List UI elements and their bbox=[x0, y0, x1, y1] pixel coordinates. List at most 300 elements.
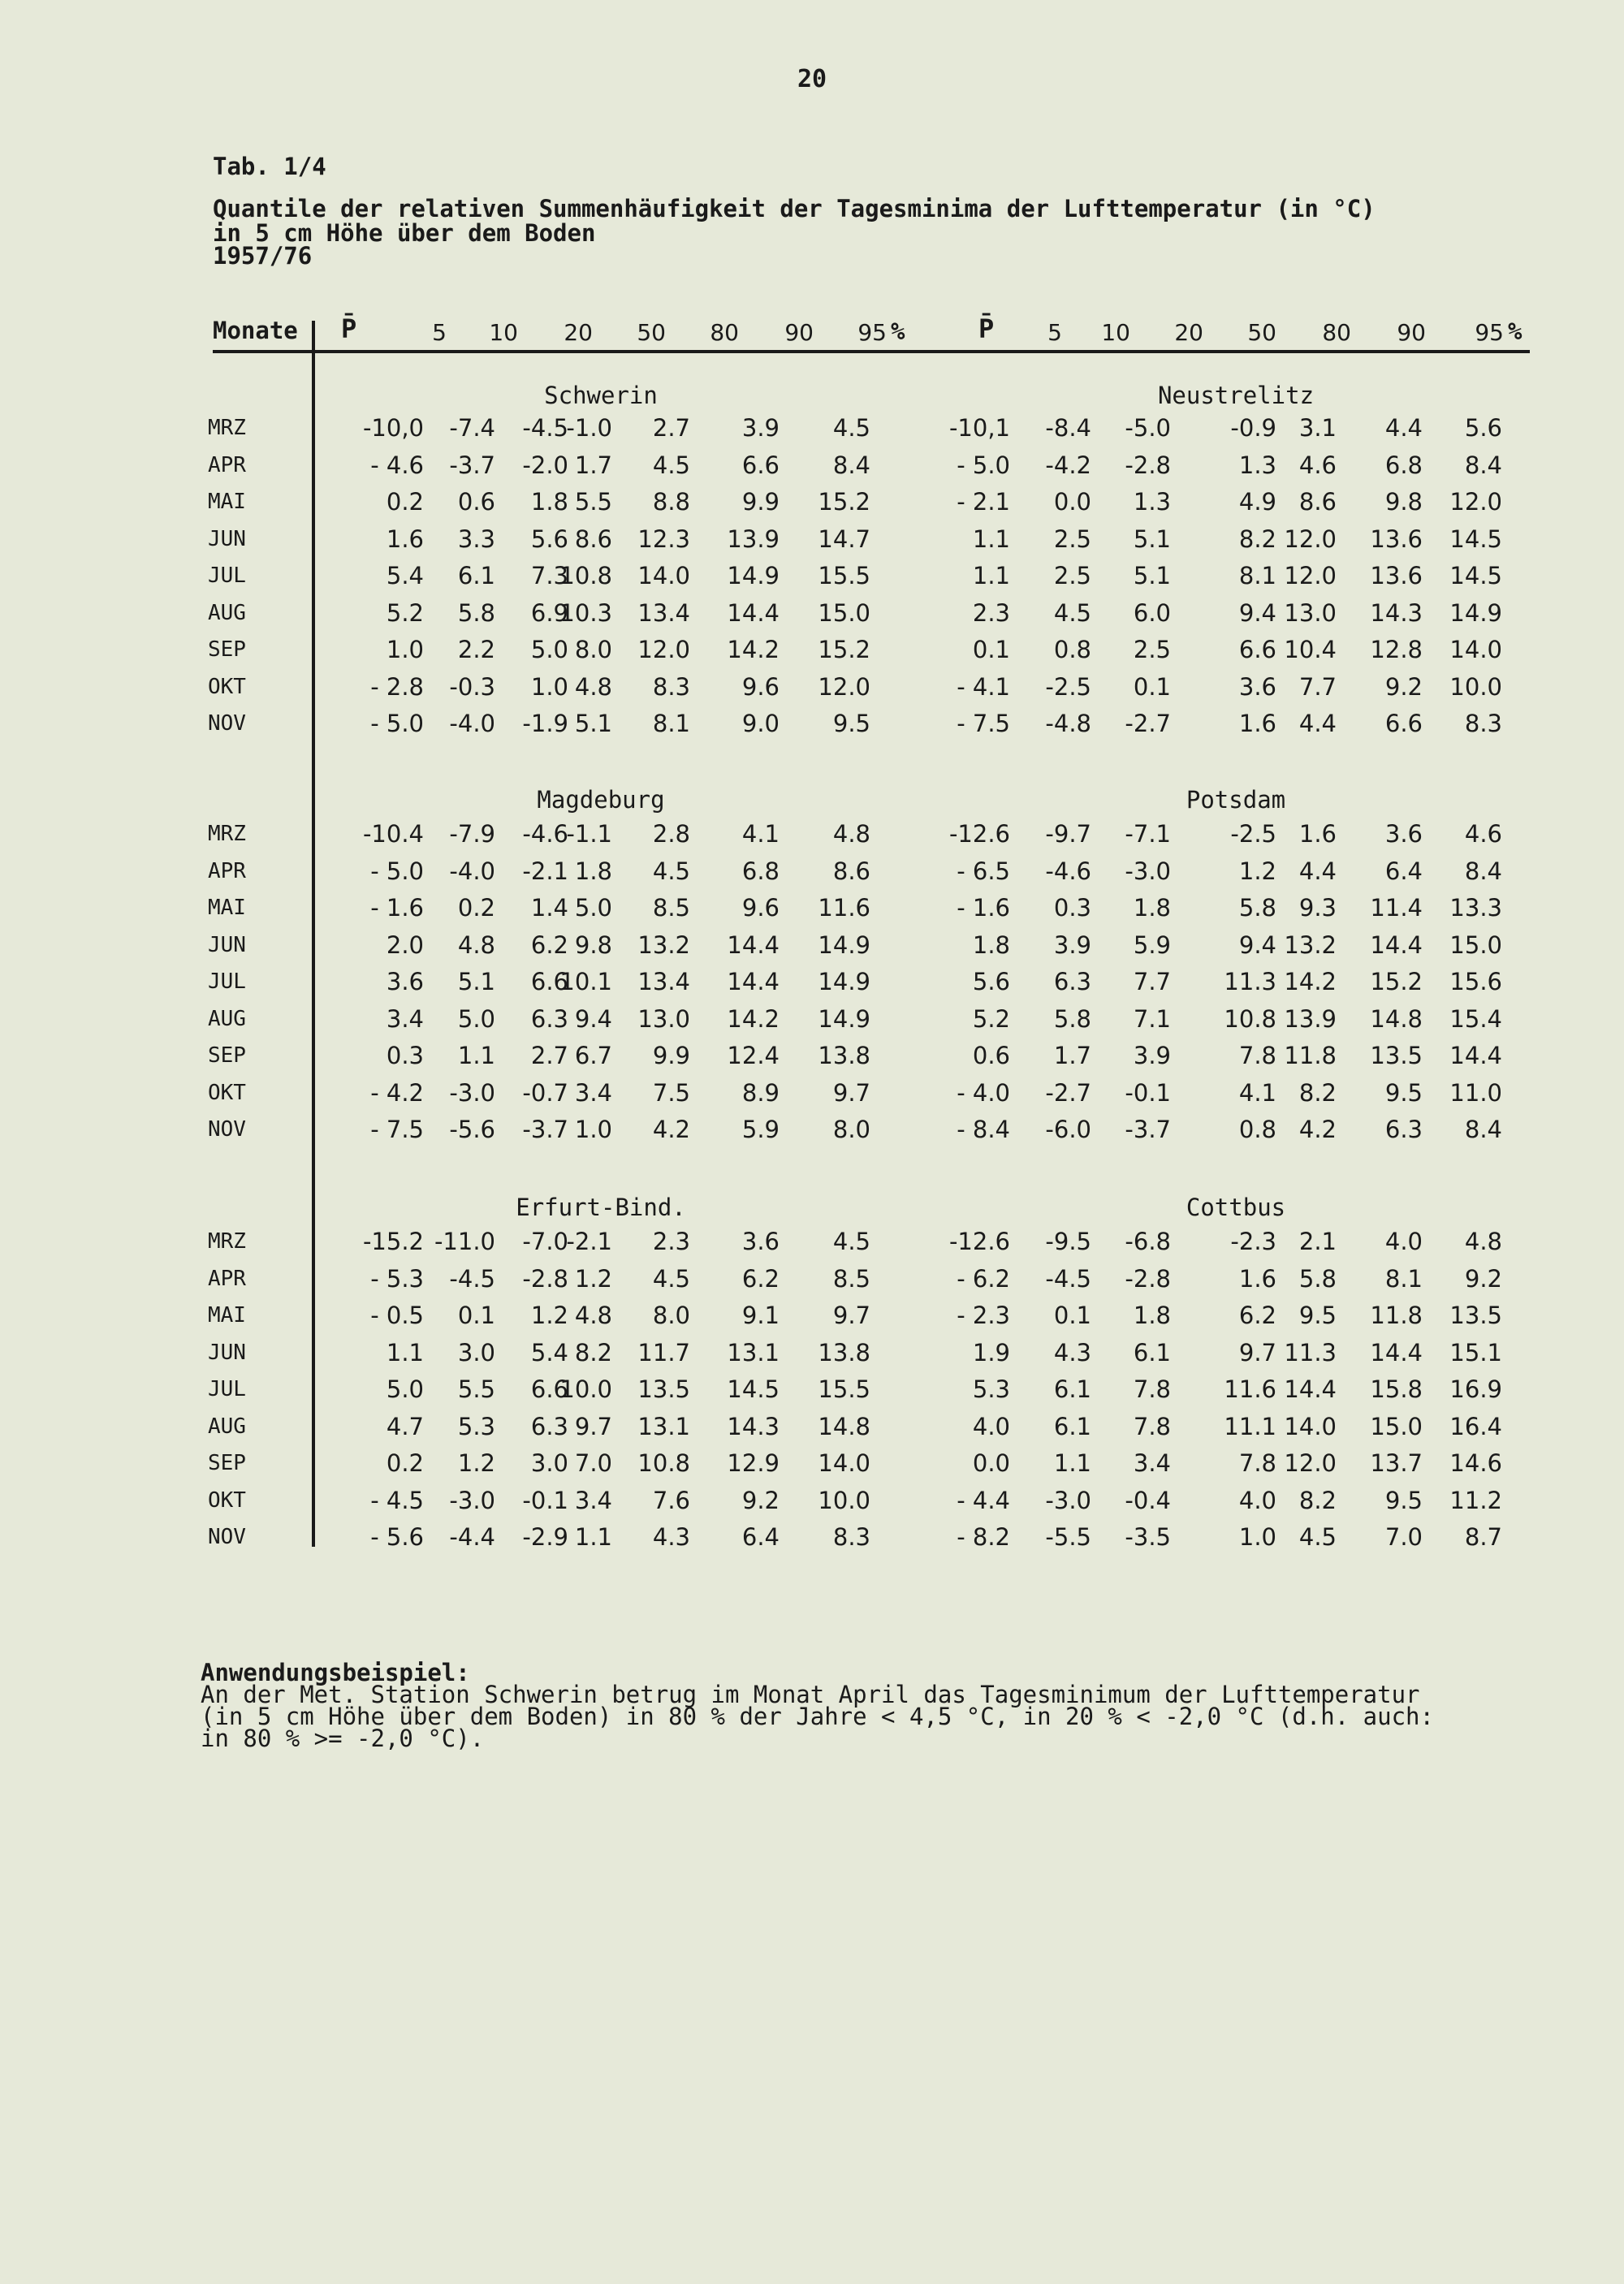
table-cell: 9.8 bbox=[574, 930, 612, 959]
table-cell: 15.4 bbox=[1449, 1004, 1502, 1033]
table-cell: - 6.5 bbox=[957, 857, 1010, 885]
table-cell: 1.6 bbox=[1238, 710, 1276, 737]
table-cell: -7.0 bbox=[522, 1228, 568, 1255]
table-cell: 8.2 bbox=[1298, 1078, 1337, 1107]
table-cell: 1.8 bbox=[972, 930, 1010, 959]
table-cell: -4.4 bbox=[449, 1523, 495, 1551]
table-cell: 11.3 bbox=[1224, 968, 1276, 995]
month-label-sep: SEP bbox=[208, 637, 246, 662]
table-cell: 9.8 bbox=[1384, 488, 1423, 516]
table-cell: 1.8 bbox=[1133, 894, 1171, 922]
table-cell: 14.4 bbox=[1370, 930, 1423, 959]
table-cell: 1.3 bbox=[1238, 451, 1276, 479]
table-cell: 4.0 bbox=[1238, 1486, 1276, 1514]
table-cell: - 4.5 bbox=[370, 1486, 424, 1514]
table-cell: 14.8 bbox=[818, 1412, 870, 1440]
table-cell: 4.5 bbox=[1053, 598, 1091, 627]
month-label-mrz: MRZ bbox=[208, 822, 246, 846]
table-cell: 1.1 bbox=[1053, 1449, 1091, 1477]
table-cell: 7.8 bbox=[1133, 1375, 1171, 1403]
table-cell: -4.0 bbox=[449, 710, 495, 737]
table-cell: 14.2 bbox=[1284, 968, 1337, 995]
table-cell: 13.5 bbox=[637, 1375, 690, 1403]
table-cell: 1.2 bbox=[1238, 857, 1276, 885]
table-cell: -4.2 bbox=[1045, 451, 1091, 479]
table-cell: 7.6 bbox=[652, 1486, 690, 1514]
table-cell: -2.5 bbox=[1230, 820, 1276, 848]
table-cell: 1.1 bbox=[386, 1338, 424, 1367]
table-cell: 4.3 bbox=[1053, 1338, 1091, 1367]
table-cell: 9.6 bbox=[741, 672, 780, 701]
table-cell: -11.0 bbox=[434, 1228, 495, 1255]
table-cell: 4.9 bbox=[1238, 488, 1276, 516]
table-cell: 11.2 bbox=[1449, 1486, 1502, 1514]
table-cell: 13.3 bbox=[1449, 894, 1502, 922]
month-label-mrz: MRZ bbox=[208, 1229, 246, 1254]
table-cell: 14.0 bbox=[1449, 636, 1502, 663]
table-cell: 3.6 bbox=[1238, 672, 1276, 701]
table-cell: 1.4 bbox=[530, 894, 568, 922]
table-cell: 3.1 bbox=[1298, 414, 1337, 442]
table-cell: 9.3 bbox=[1298, 894, 1337, 922]
table-cell: 5.0 bbox=[457, 1004, 495, 1033]
table-cell: 9.7 bbox=[574, 1412, 612, 1440]
table-cell: 15.5 bbox=[818, 562, 870, 589]
table-cell: 0.2 bbox=[457, 894, 495, 922]
table-cell: 6.2 bbox=[1238, 1302, 1276, 1329]
table-cell: 8.0 bbox=[832, 1116, 870, 1143]
table-cell: 9.7 bbox=[1238, 1338, 1276, 1367]
table-cell: 4.8 bbox=[832, 820, 870, 848]
table-cell: 4.8 bbox=[574, 672, 612, 701]
table-cell: 5.8 bbox=[1238, 894, 1276, 922]
table-cell: 14.7 bbox=[818, 525, 870, 553]
table-cell: -3.5 bbox=[1125, 1523, 1171, 1551]
table-cell: - 1.6 bbox=[370, 894, 424, 922]
table-cell: 5.0 bbox=[386, 1375, 424, 1403]
table-cell: 5.5 bbox=[457, 1375, 495, 1403]
table-cell: -2.3 bbox=[1230, 1228, 1276, 1255]
table-cell: 13.8 bbox=[818, 1338, 870, 1367]
table-cell: 9.5 bbox=[1384, 1486, 1423, 1514]
table-cell: 8.9 bbox=[741, 1078, 780, 1107]
header-p-symbol-right: P̄ bbox=[978, 313, 995, 344]
table-cell: 5.8 bbox=[1298, 1264, 1337, 1293]
table-cell: 7.1 bbox=[1133, 1004, 1171, 1033]
table-cell: 6.3 bbox=[530, 1412, 568, 1440]
table-cell: 8.4 bbox=[1464, 1116, 1502, 1143]
table-cell: -1.9 bbox=[522, 710, 568, 737]
table-cell: 15.1 bbox=[1449, 1338, 1502, 1367]
table-cell: -4.0 bbox=[449, 857, 495, 885]
table-cell: 1.3 bbox=[1133, 488, 1171, 516]
table-cell: - 6.2 bbox=[957, 1264, 1010, 1293]
table-cell: 14.9 bbox=[818, 1004, 870, 1033]
table-cell: - 1.6 bbox=[957, 894, 1010, 922]
month-label-mai: MAI bbox=[208, 490, 246, 514]
month-label-jun: JUN bbox=[208, 526, 246, 551]
table-cell: 0.2 bbox=[386, 488, 424, 516]
table-cell: 0.6 bbox=[972, 1042, 1010, 1069]
table-cell: - 2.3 bbox=[957, 1302, 1010, 1329]
table-cell: 6.1 bbox=[1053, 1375, 1091, 1403]
table-cell: -2.8 bbox=[1125, 1264, 1171, 1293]
table-cell: 4.8 bbox=[1464, 1228, 1502, 1255]
table-cell: -5.0 bbox=[1125, 414, 1171, 442]
table-cell: 4.5 bbox=[832, 1228, 870, 1255]
table-cell: 8.0 bbox=[574, 636, 612, 663]
table-cell: 2.5 bbox=[1053, 525, 1091, 553]
header-quantile-right-90: 90 bbox=[1397, 319, 1426, 346]
table-cell: 14.4 bbox=[1370, 1338, 1423, 1367]
table-cell: 4.2 bbox=[1298, 1116, 1337, 1143]
table-cell: -2.8 bbox=[522, 1264, 568, 1293]
table-cell: 8.4 bbox=[1464, 451, 1502, 479]
table-cell: 3.6 bbox=[1384, 820, 1423, 848]
table-cell: 5.1 bbox=[457, 968, 495, 995]
table-cell: -6.8 bbox=[1125, 1228, 1171, 1255]
table-cell: 4.1 bbox=[741, 820, 780, 848]
table-cell: -6.0 bbox=[1045, 1116, 1091, 1143]
table-cell: 4.5 bbox=[832, 414, 870, 442]
table-cell: 12.0 bbox=[818, 672, 870, 701]
table-cell: - 7.5 bbox=[957, 710, 1010, 737]
table-cell: 1.2 bbox=[574, 1264, 612, 1293]
table-cell: 9.2 bbox=[1464, 1264, 1502, 1293]
table-cell: - 8.4 bbox=[957, 1116, 1010, 1143]
table-cell: 0.0 bbox=[1053, 488, 1091, 516]
table-cell: 9.4 bbox=[574, 1004, 612, 1033]
header-quantile-left-5: 5 bbox=[432, 319, 447, 346]
table-cell: 14.5 bbox=[1449, 562, 1502, 589]
table-cell: 9.1 bbox=[741, 1302, 780, 1329]
table-cell: -3.0 bbox=[1125, 857, 1171, 885]
table-cell: 4.1 bbox=[1238, 1078, 1276, 1107]
page-number: 20 bbox=[797, 65, 827, 93]
table-cell: 4.8 bbox=[457, 930, 495, 959]
header-quantile-right-20: 20 bbox=[1174, 319, 1203, 346]
table-cell: -10,0 bbox=[362, 414, 424, 442]
table-cell: 5.0 bbox=[574, 894, 612, 922]
table-cell: 9.6 bbox=[741, 894, 780, 922]
table-cell: 14.9 bbox=[727, 562, 780, 589]
table-cell: 7.0 bbox=[1384, 1523, 1423, 1551]
table-cell: 11.0 bbox=[1449, 1078, 1502, 1107]
table-cell: 14.0 bbox=[637, 562, 690, 589]
table-cell: 9.9 bbox=[652, 1042, 690, 1069]
table-cell: 5.3 bbox=[972, 1375, 1010, 1403]
month-label-apr: APR bbox=[208, 1266, 246, 1291]
table-cell: 7.8 bbox=[1133, 1412, 1171, 1440]
table-cell: 4.2 bbox=[652, 1116, 690, 1143]
table-cell: 12.0 bbox=[1284, 525, 1337, 553]
table-cell: 1.7 bbox=[574, 451, 612, 479]
table-cell: 8.3 bbox=[1464, 710, 1502, 737]
table-cell: -0.7 bbox=[522, 1078, 568, 1107]
table-cell: 9.4 bbox=[1238, 930, 1276, 959]
table-cell: 9.4 bbox=[1238, 598, 1276, 627]
station-name-cottbus: Cottbus bbox=[1186, 1194, 1286, 1221]
table-cell: 2.0 bbox=[386, 930, 424, 959]
table-cell: 4.4 bbox=[1298, 857, 1337, 885]
table-cell: 8.1 bbox=[1238, 562, 1276, 589]
table-cell: 10.4 bbox=[1284, 636, 1337, 663]
table-cell: 5.4 bbox=[386, 562, 424, 589]
table-cell: 7.0 bbox=[574, 1449, 612, 1477]
example-line-1: An der Met. Station Schwerin betrug im Monat April das Tagesminimum der Lufttemperatur bbox=[201, 1681, 1420, 1708]
table-cell: 10.3 bbox=[559, 598, 612, 627]
table-cell: 4.5 bbox=[652, 1264, 690, 1293]
month-label-aug: AUG bbox=[208, 1006, 246, 1031]
table-cell: 14.5 bbox=[1449, 525, 1502, 553]
header-quantile-left-20: 20 bbox=[564, 319, 593, 346]
table-cell: 3.4 bbox=[574, 1486, 612, 1514]
table-cell: 13.0 bbox=[1284, 598, 1337, 627]
table-cell: -4.5 bbox=[449, 1264, 495, 1293]
table-cell: -12.6 bbox=[948, 820, 1010, 848]
table-cell: -4.6 bbox=[1045, 857, 1091, 885]
table-cell: 9.5 bbox=[1298, 1302, 1337, 1329]
table-cell: 12.0 bbox=[1449, 488, 1502, 516]
table-cell: 12.0 bbox=[1284, 1449, 1337, 1477]
table-cell: -0.4 bbox=[1125, 1486, 1171, 1514]
table-cell: 6.4 bbox=[1384, 857, 1423, 885]
table-cell: 0.6 bbox=[457, 488, 495, 516]
table-cell: 6.7 bbox=[574, 1042, 612, 1069]
header-quantile-right-50: 50 bbox=[1247, 319, 1276, 346]
table-cell: 0.1 bbox=[1053, 1302, 1091, 1329]
table-cell: 10.0 bbox=[1449, 672, 1502, 701]
table-cell: 11.6 bbox=[818, 894, 870, 922]
table-cell: 8.4 bbox=[1464, 857, 1502, 885]
table-cell: 9.9 bbox=[741, 488, 780, 516]
table-cell: -2.7 bbox=[1045, 1078, 1091, 1107]
table-cell: -4.6 bbox=[522, 820, 568, 848]
table-cell: -2.5 bbox=[1045, 672, 1091, 701]
table-cell: 1.1 bbox=[457, 1042, 495, 1069]
station-name-potsdam: Potsdam bbox=[1186, 786, 1286, 814]
table-cell: 8.3 bbox=[832, 1523, 870, 1551]
table-cell: 13.5 bbox=[1370, 1042, 1423, 1069]
table-cell: 5.1 bbox=[1133, 525, 1171, 553]
table-cell: 4.0 bbox=[972, 1412, 1010, 1440]
table-cell: 7.3 bbox=[530, 562, 568, 589]
table-cell: 8.0 bbox=[652, 1302, 690, 1329]
table-cell: 7.8 bbox=[1238, 1042, 1276, 1069]
table-cell: -2.9 bbox=[522, 1523, 568, 1551]
table-cell: 0.0 bbox=[972, 1449, 1010, 1477]
table-cell: 1.0 bbox=[530, 672, 568, 701]
table-cell: -1.0 bbox=[566, 414, 612, 442]
table-cell: 1.6 bbox=[386, 525, 424, 553]
table-cell: 8.1 bbox=[652, 710, 690, 737]
month-label-mrz: MRZ bbox=[208, 416, 246, 440]
month-label-jun: JUN bbox=[208, 1340, 246, 1365]
table-cell: 14.3 bbox=[1370, 598, 1423, 627]
table-cell: 1.8 bbox=[574, 857, 612, 885]
table-cell: 8.7 bbox=[1464, 1523, 1502, 1551]
table-cell: -2.1 bbox=[522, 857, 568, 885]
table-cell: 13.9 bbox=[727, 525, 780, 553]
table-cell: -9.7 bbox=[1045, 820, 1091, 848]
header-quantile-right-10: 10 bbox=[1101, 319, 1130, 346]
header-rule bbox=[213, 350, 1530, 353]
table-cell: 4.8 bbox=[574, 1302, 612, 1329]
table-cell: 5.8 bbox=[457, 598, 495, 627]
table-title-line-3: 1957/76 bbox=[213, 242, 313, 270]
month-label-jul: JUL bbox=[208, 563, 246, 588]
table-cell: - 4.1 bbox=[957, 672, 1010, 701]
header-quantile-left-90: 90 bbox=[784, 319, 814, 346]
month-label-aug: AUG bbox=[208, 1414, 246, 1439]
month-label-jul: JUL bbox=[208, 969, 246, 994]
table-cell: -0.3 bbox=[449, 672, 495, 701]
table-cell: 4.5 bbox=[1298, 1523, 1337, 1551]
table-cell: 11.1 bbox=[1224, 1412, 1276, 1440]
header-quantile-right-95: 95 bbox=[1475, 319, 1504, 346]
table-cell: 5.1 bbox=[1133, 562, 1171, 589]
table-cell: 8.2 bbox=[1238, 525, 1276, 553]
table-cell: 6.3 bbox=[1053, 968, 1091, 995]
month-label-nov: NOV bbox=[208, 711, 246, 736]
table-title-line-2: in 5 cm Höhe über dem Boden bbox=[213, 219, 596, 247]
table-cell: -7.9 bbox=[449, 820, 495, 848]
table-cell: -10,1 bbox=[948, 414, 1010, 442]
table-cell: -3.7 bbox=[522, 1116, 568, 1143]
table-cell: 0.1 bbox=[972, 636, 1010, 663]
table-cell: 15.0 bbox=[1449, 930, 1502, 959]
table-cell: 2.3 bbox=[652, 1228, 690, 1255]
table-cell: 4.3 bbox=[652, 1523, 690, 1551]
table-cell: -0.9 bbox=[1230, 414, 1276, 442]
table-cell: 11.7 bbox=[637, 1338, 690, 1367]
table-cell: 6.8 bbox=[741, 857, 780, 885]
table-cell: - 4.0 bbox=[957, 1078, 1010, 1107]
table-cell: -0.1 bbox=[522, 1486, 568, 1514]
table-cell: 3.3 bbox=[457, 525, 495, 553]
table-cell: 11.4 bbox=[1370, 894, 1423, 922]
header-percent-left: % bbox=[891, 317, 905, 345]
application-example bbox=[201, 1659, 1434, 1752]
table-cell: 12.8 bbox=[1370, 636, 1423, 663]
table-cell: 12.3 bbox=[637, 525, 690, 553]
table-cell: 14.3 bbox=[727, 1412, 780, 1440]
table-cell: 5.9 bbox=[1133, 930, 1171, 959]
table-cell: 10.8 bbox=[1224, 1004, 1276, 1033]
table-cell: 14.4 bbox=[1284, 1375, 1337, 1403]
table-cell: 7.5 bbox=[652, 1078, 690, 1107]
table-cell: -4.5 bbox=[522, 414, 568, 442]
example-line-3: in 80 % >= -2,0 °C). bbox=[201, 1725, 485, 1752]
table-cell: -1.1 bbox=[566, 820, 612, 848]
table-cell: 9.0 bbox=[741, 710, 780, 737]
table-cell: 1.6 bbox=[1298, 820, 1337, 848]
table-cell: 6.8 bbox=[1384, 451, 1423, 479]
table-cell: 8.5 bbox=[832, 1264, 870, 1293]
table-cell: 14.9 bbox=[818, 968, 870, 995]
table-cell: 6.6 bbox=[741, 451, 780, 479]
table-cell: 16.9 bbox=[1449, 1375, 1502, 1403]
table-cell: 1.7 bbox=[1053, 1042, 1091, 1069]
table-cell: 13.9 bbox=[1284, 1004, 1337, 1033]
header-percent-right: % bbox=[1508, 317, 1522, 345]
table-cell: 2.7 bbox=[652, 414, 690, 442]
table-cell: - 4.6 bbox=[370, 451, 424, 479]
vertical-rule bbox=[312, 321, 315, 1547]
header-p-symbol-left: P̄ bbox=[341, 313, 357, 344]
table-cell: 0.8 bbox=[1053, 636, 1091, 663]
table-cell: 3.6 bbox=[741, 1228, 780, 1255]
table-cell: 15.2 bbox=[818, 636, 870, 663]
table-cell: 1.1 bbox=[972, 525, 1010, 553]
table-cell: 5.5 bbox=[574, 488, 612, 516]
table-cell: -5.5 bbox=[1045, 1523, 1091, 1551]
table-cell: - 4.2 bbox=[370, 1078, 424, 1107]
table-cell: 14.2 bbox=[727, 636, 780, 663]
month-label-okt: OKT bbox=[208, 674, 246, 699]
month-label-okt: OKT bbox=[208, 1080, 246, 1105]
table-cell: 1.1 bbox=[972, 562, 1010, 589]
table-cell: 8.3 bbox=[652, 672, 690, 701]
table-cell: 0.1 bbox=[457, 1302, 495, 1329]
table-cell: 5.2 bbox=[386, 598, 424, 627]
table-cell: - 0.5 bbox=[370, 1302, 424, 1329]
table-cell: -10.4 bbox=[362, 820, 424, 848]
station-name-magdeburg: Magdeburg bbox=[537, 786, 665, 814]
table-cell: 13.5 bbox=[1449, 1302, 1502, 1329]
table-label: Tab. 1/4 bbox=[213, 153, 326, 180]
month-label-jun: JUN bbox=[208, 932, 246, 957]
table-cell: 13.8 bbox=[818, 1042, 870, 1069]
table-cell: 5.1 bbox=[574, 710, 612, 737]
table-cell: 7.7 bbox=[1133, 968, 1171, 995]
table-cell: - 5.0 bbox=[957, 451, 1010, 479]
table-cell: 9.2 bbox=[741, 1486, 780, 1514]
table-cell: 3.9 bbox=[1053, 930, 1091, 959]
table-title-line-1 bbox=[213, 196, 1376, 221]
table-cell: - 5.3 bbox=[370, 1264, 424, 1293]
header-quantile-left-80: 80 bbox=[710, 319, 739, 346]
table-cell: 5.9 bbox=[741, 1116, 780, 1143]
month-label-mai: MAI bbox=[208, 1303, 246, 1328]
table-cell: 11.3 bbox=[1284, 1338, 1337, 1367]
table-cell: 14.6 bbox=[1449, 1449, 1502, 1477]
table-cell: 5.0 bbox=[530, 636, 568, 663]
table-cell: 11.8 bbox=[1284, 1042, 1337, 1069]
month-label-nov: NOV bbox=[208, 1117, 246, 1142]
table-cell: 10.1 bbox=[559, 968, 612, 995]
table-cell: -3.0 bbox=[449, 1078, 495, 1107]
table-cell: 4.5 bbox=[652, 857, 690, 885]
month-label-okt: OKT bbox=[208, 1487, 246, 1513]
table-cell: - 5.6 bbox=[370, 1523, 424, 1551]
table-cell: 15.2 bbox=[1370, 968, 1423, 995]
header-quantile-left-50: 50 bbox=[637, 319, 666, 346]
table-cell: 4.5 bbox=[652, 451, 690, 479]
table-cell: 2.8 bbox=[652, 820, 690, 848]
table-cell: 15.6 bbox=[1449, 968, 1502, 995]
table-cell: 6.2 bbox=[741, 1264, 780, 1293]
table-cell: 5.6 bbox=[530, 525, 568, 553]
table-cell: 0.2 bbox=[386, 1449, 424, 1477]
table-cell: 15.2 bbox=[818, 488, 870, 516]
table-cell: 2.1 bbox=[1298, 1228, 1337, 1255]
table-cell: 14.2 bbox=[727, 1004, 780, 1033]
table-cell: 14.5 bbox=[727, 1375, 780, 1403]
table-cell: -12.6 bbox=[948, 1228, 1010, 1255]
table-cell: 8.1 bbox=[1384, 1264, 1423, 1293]
table-cell: 16.4 bbox=[1449, 1412, 1502, 1440]
